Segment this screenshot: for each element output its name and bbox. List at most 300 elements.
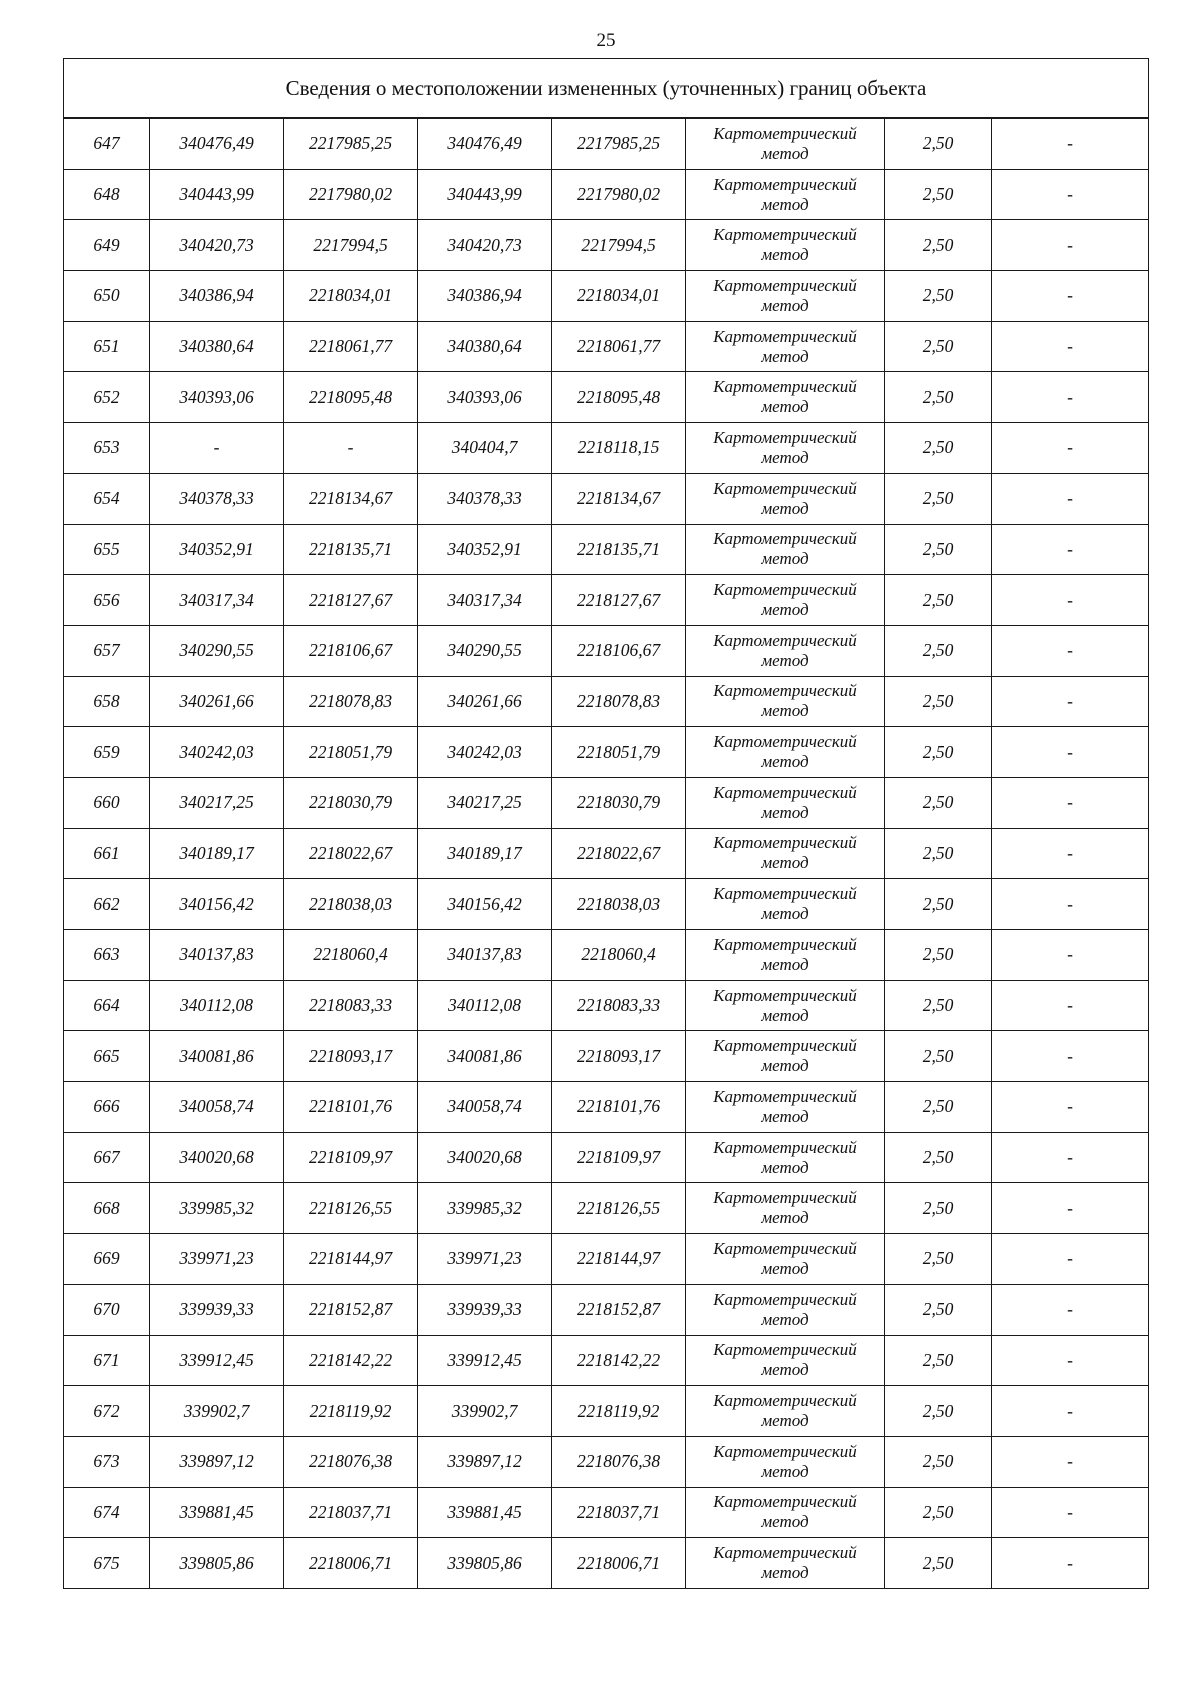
refined-x-cell: 340189,17 bbox=[418, 828, 552, 879]
method-cell bbox=[686, 1386, 885, 1437]
point-number-cell: 662 bbox=[64, 879, 150, 930]
table-row bbox=[64, 930, 1149, 981]
existing-x-cell: 340386,94 bbox=[150, 271, 284, 322]
method-text: метод bbox=[761, 904, 809, 924]
point-number-cell: 665 bbox=[64, 1031, 150, 1082]
method-cell bbox=[686, 1234, 885, 1285]
refined-x-cell: 339971,23 bbox=[418, 1234, 552, 1285]
refined-y-cell: 2218109,97 bbox=[552, 1132, 686, 1183]
refined-y-cell: 2218083,33 bbox=[552, 980, 686, 1031]
method-cell bbox=[686, 1132, 885, 1183]
existing-x-cell: 339939,33 bbox=[150, 1284, 284, 1335]
existing-x-cell: 339897,12 bbox=[150, 1436, 284, 1487]
existing-x-cell: 339971,23 bbox=[150, 1234, 284, 1285]
point-number-cell: 663 bbox=[64, 930, 150, 981]
accuracy-cell: 2,50 bbox=[885, 169, 992, 220]
table-row bbox=[64, 1234, 1149, 1285]
note-cell: - bbox=[992, 879, 1149, 930]
table-row bbox=[64, 676, 1149, 727]
table-row bbox=[64, 1487, 1149, 1538]
existing-x-cell: 340261,66 bbox=[150, 676, 284, 727]
refined-y-cell: 2218006,71 bbox=[552, 1538, 686, 1589]
accuracy-cell: 2,50 bbox=[885, 271, 992, 322]
table-row bbox=[64, 1183, 1149, 1234]
refined-y-cell: 2218061,77 bbox=[552, 321, 686, 372]
note-cell: - bbox=[992, 524, 1149, 575]
point-number-cell: 661 bbox=[64, 828, 150, 879]
refined-x-cell: 340081,86 bbox=[418, 1031, 552, 1082]
point-number-cell: 675 bbox=[64, 1538, 150, 1589]
refined-y-cell: 2218076,38 bbox=[552, 1436, 686, 1487]
method-cell bbox=[686, 372, 885, 423]
point-number-cell: 669 bbox=[64, 1234, 150, 1285]
existing-y-cell: 2218152,87 bbox=[284, 1284, 418, 1335]
note-cell: - bbox=[992, 575, 1149, 626]
method-text: Картометрический bbox=[713, 630, 857, 650]
table-row bbox=[64, 625, 1149, 676]
table-title: Сведения о местоположении измененных (уточненных) границ объекта bbox=[64, 59, 1149, 119]
accuracy-cell: 2,50 bbox=[885, 473, 992, 524]
existing-y-cell: 2218126,55 bbox=[284, 1183, 418, 1234]
accuracy-cell: 2,50 bbox=[885, 220, 992, 271]
point-number-cell: 659 bbox=[64, 727, 150, 778]
method-cell bbox=[686, 1538, 885, 1589]
refined-y-cell: 2218030,79 bbox=[552, 777, 686, 828]
refined-y-cell: 2218119,92 bbox=[552, 1386, 686, 1437]
existing-y-cell: 2218037,71 bbox=[284, 1487, 418, 1538]
refined-y-cell: 2218106,67 bbox=[552, 625, 686, 676]
refined-x-cell: 340217,25 bbox=[418, 777, 552, 828]
note-cell: - bbox=[992, 625, 1149, 676]
refined-x-cell: 340378,33 bbox=[418, 473, 552, 524]
point-number-cell: 671 bbox=[64, 1335, 150, 1386]
method-text: метод bbox=[761, 295, 809, 315]
existing-y-cell: 2218144,97 bbox=[284, 1234, 418, 1285]
note-cell: - bbox=[992, 118, 1149, 169]
existing-x-cell: 340476,49 bbox=[150, 118, 284, 169]
refined-y-cell: 2218037,71 bbox=[552, 1487, 686, 1538]
point-number-cell: 656 bbox=[64, 575, 150, 626]
note-cell: - bbox=[992, 1335, 1149, 1386]
method-text: метод bbox=[761, 1157, 809, 1177]
note-cell: - bbox=[992, 1436, 1149, 1487]
method-text: метод bbox=[761, 752, 809, 772]
note-cell: - bbox=[992, 423, 1149, 474]
method-cell bbox=[686, 271, 885, 322]
point-number-cell: 654 bbox=[64, 473, 150, 524]
note-cell: - bbox=[992, 727, 1149, 778]
refined-y-cell: 2218038,03 bbox=[552, 879, 686, 930]
existing-y-cell: 2218022,67 bbox=[284, 828, 418, 879]
table-row bbox=[64, 423, 1149, 474]
accuracy-cell: 2,50 bbox=[885, 930, 992, 981]
accuracy-cell: 2,50 bbox=[885, 1234, 992, 1285]
method-text: Картометрический bbox=[713, 478, 857, 498]
accuracy-cell: 2,50 bbox=[885, 1183, 992, 1234]
accuracy-cell: 2,50 bbox=[885, 423, 992, 474]
method-text: метод bbox=[761, 1258, 809, 1278]
refined-x-cell: 340317,34 bbox=[418, 575, 552, 626]
point-number-cell: 668 bbox=[64, 1183, 150, 1234]
existing-y-cell: 2217985,25 bbox=[284, 118, 418, 169]
existing-x-cell: 340112,08 bbox=[150, 980, 284, 1031]
refined-y-cell: 2218135,71 bbox=[552, 524, 686, 575]
method-cell bbox=[686, 1436, 885, 1487]
table-row bbox=[64, 473, 1149, 524]
method-text: метод bbox=[761, 1309, 809, 1329]
existing-y-cell: 2218142,22 bbox=[284, 1335, 418, 1386]
method-cell bbox=[686, 1031, 885, 1082]
existing-y-cell: 2217980,02 bbox=[284, 169, 418, 220]
note-cell: - bbox=[992, 1082, 1149, 1133]
accuracy-cell: 2,50 bbox=[885, 1132, 992, 1183]
existing-y-cell: 2218083,33 bbox=[284, 980, 418, 1031]
method-text: метод bbox=[761, 1208, 809, 1228]
existing-y-cell: 2218078,83 bbox=[284, 676, 418, 727]
refined-x-cell: 340380,64 bbox=[418, 321, 552, 372]
refined-x-cell: 340112,08 bbox=[418, 980, 552, 1031]
table-row bbox=[64, 879, 1149, 930]
method-text: метод bbox=[761, 346, 809, 366]
point-number-cell: 657 bbox=[64, 625, 150, 676]
point-number-cell: 672 bbox=[64, 1386, 150, 1437]
refined-y-cell: 2218051,79 bbox=[552, 727, 686, 778]
point-number-cell: 674 bbox=[64, 1487, 150, 1538]
method-text: метод bbox=[761, 1411, 809, 1431]
accuracy-cell: 2,50 bbox=[885, 524, 992, 575]
accuracy-cell: 2,50 bbox=[885, 1031, 992, 1082]
method-text: Картометрический bbox=[713, 1036, 857, 1056]
existing-x-cell: 340420,73 bbox=[150, 220, 284, 271]
refined-y-cell: 2218078,83 bbox=[552, 676, 686, 727]
existing-x-cell: 340081,86 bbox=[150, 1031, 284, 1082]
note-cell: - bbox=[992, 676, 1149, 727]
refined-y-cell: 2218095,48 bbox=[552, 372, 686, 423]
point-number-cell: 655 bbox=[64, 524, 150, 575]
refined-y-cell: 2218034,01 bbox=[552, 271, 686, 322]
refined-x-cell: 340242,03 bbox=[418, 727, 552, 778]
note-cell: - bbox=[992, 220, 1149, 271]
point-number-cell: 673 bbox=[64, 1436, 150, 1487]
accuracy-cell: 2,50 bbox=[885, 777, 992, 828]
point-number-cell: 649 bbox=[64, 220, 150, 271]
existing-x-cell: 340058,74 bbox=[150, 1082, 284, 1133]
refined-x-cell: 340352,91 bbox=[418, 524, 552, 575]
note-cell: - bbox=[992, 777, 1149, 828]
method-text: Картометрический bbox=[713, 1492, 857, 1512]
table-row bbox=[64, 1031, 1149, 1082]
accuracy-cell: 2,50 bbox=[885, 1487, 992, 1538]
method-text: метод bbox=[761, 853, 809, 873]
note-cell: - bbox=[992, 1132, 1149, 1183]
accuracy-cell: 2,50 bbox=[885, 828, 992, 879]
existing-x-cell: 340393,06 bbox=[150, 372, 284, 423]
method-text: метод bbox=[761, 498, 809, 518]
method-cell bbox=[686, 727, 885, 778]
note-cell: - bbox=[992, 321, 1149, 372]
point-number-cell: 670 bbox=[64, 1284, 150, 1335]
existing-y-cell: 2218038,03 bbox=[284, 879, 418, 930]
method-cell bbox=[686, 220, 885, 271]
method-text: метод bbox=[761, 802, 809, 822]
existing-y-cell: 2218060,4 bbox=[284, 930, 418, 981]
refined-x-cell: 340420,73 bbox=[418, 220, 552, 271]
table-row bbox=[64, 1386, 1149, 1437]
method-cell bbox=[686, 1183, 885, 1234]
existing-y-cell: 2218006,71 bbox=[284, 1538, 418, 1589]
refined-x-cell: 339897,12 bbox=[418, 1436, 552, 1487]
point-number-cell: 658 bbox=[64, 676, 150, 727]
table-row bbox=[64, 777, 1149, 828]
method-text: Картометрический bbox=[713, 1086, 857, 1106]
method-text: Картометрический bbox=[713, 275, 857, 295]
method-text: метод bbox=[761, 447, 809, 467]
method-text: Картометрический bbox=[713, 1441, 857, 1461]
method-text: метод bbox=[761, 701, 809, 721]
method-text: Картометрический bbox=[713, 782, 857, 802]
existing-x-cell: 340380,64 bbox=[150, 321, 284, 372]
existing-x-cell: 339985,32 bbox=[150, 1183, 284, 1234]
refined-y-cell: 2217994,5 bbox=[552, 220, 686, 271]
refined-x-cell: 339881,45 bbox=[418, 1487, 552, 1538]
method-text: метод bbox=[761, 1056, 809, 1076]
existing-x-cell: 339912,45 bbox=[150, 1335, 284, 1386]
note-cell: - bbox=[992, 271, 1149, 322]
refined-y-cell: 2218060,4 bbox=[552, 930, 686, 981]
note-cell: - bbox=[992, 1183, 1149, 1234]
method-text: метод bbox=[761, 1360, 809, 1380]
method-text: Картометрический bbox=[713, 1238, 857, 1258]
method-cell bbox=[686, 980, 885, 1031]
existing-y-cell: 2218095,48 bbox=[284, 372, 418, 423]
existing-x-cell: 340352,91 bbox=[150, 524, 284, 575]
boundary-coordinates-table bbox=[63, 58, 1149, 1589]
method-cell bbox=[686, 169, 885, 220]
refined-y-cell: 2218142,22 bbox=[552, 1335, 686, 1386]
existing-x-cell: 340217,25 bbox=[150, 777, 284, 828]
accuracy-cell: 2,50 bbox=[885, 1538, 992, 1589]
method-text: метод bbox=[761, 600, 809, 620]
table-row bbox=[64, 1436, 1149, 1487]
existing-y-cell: 2218127,67 bbox=[284, 575, 418, 626]
accuracy-cell: 2,50 bbox=[885, 676, 992, 727]
note-cell: - bbox=[992, 930, 1149, 981]
refined-x-cell: 340404,7 bbox=[418, 423, 552, 474]
table-row bbox=[64, 321, 1149, 372]
method-text: метод bbox=[761, 194, 809, 214]
table-row bbox=[64, 1335, 1149, 1386]
refined-y-cell: 2218118,15 bbox=[552, 423, 686, 474]
existing-y-cell: 2218106,67 bbox=[284, 625, 418, 676]
point-number-cell: 647 bbox=[64, 118, 150, 169]
method-cell bbox=[686, 1284, 885, 1335]
point-number-cell: 650 bbox=[64, 271, 150, 322]
existing-x-cell: 339881,45 bbox=[150, 1487, 284, 1538]
method-cell bbox=[686, 423, 885, 474]
note-cell: - bbox=[992, 1538, 1149, 1589]
method-cell bbox=[686, 676, 885, 727]
note-cell: - bbox=[992, 473, 1149, 524]
table-row bbox=[64, 1284, 1149, 1335]
existing-y-cell: 2218076,38 bbox=[284, 1436, 418, 1487]
refined-y-cell: 2218093,17 bbox=[552, 1031, 686, 1082]
method-cell bbox=[686, 879, 885, 930]
note-cell: - bbox=[992, 1031, 1149, 1082]
refined-y-cell: 2218101,76 bbox=[552, 1082, 686, 1133]
refined-x-cell: 339985,32 bbox=[418, 1183, 552, 1234]
method-text: Картометрический bbox=[713, 123, 857, 143]
table-row bbox=[64, 1082, 1149, 1133]
point-number-cell: 667 bbox=[64, 1132, 150, 1183]
accuracy-cell: 2,50 bbox=[885, 1386, 992, 1437]
refined-y-cell: 2218134,67 bbox=[552, 473, 686, 524]
table-row bbox=[64, 169, 1149, 220]
existing-y-cell: 2218030,79 bbox=[284, 777, 418, 828]
refined-x-cell: 340393,06 bbox=[418, 372, 552, 423]
refined-x-cell: 339912,45 bbox=[418, 1335, 552, 1386]
method-text: Картометрический bbox=[713, 529, 857, 549]
existing-x-cell: - bbox=[150, 423, 284, 474]
existing-x-cell: 340137,83 bbox=[150, 930, 284, 981]
table-row bbox=[64, 1132, 1149, 1183]
refined-x-cell: 340386,94 bbox=[418, 271, 552, 322]
table-row bbox=[64, 575, 1149, 626]
method-text: метод bbox=[761, 397, 809, 417]
table-row bbox=[64, 727, 1149, 778]
existing-y-cell: 2218119,92 bbox=[284, 1386, 418, 1437]
refined-x-cell: 340058,74 bbox=[418, 1082, 552, 1133]
method-text: Картометрический bbox=[713, 1543, 857, 1563]
refined-x-cell: 339902,7 bbox=[418, 1386, 552, 1437]
existing-x-cell: 340290,55 bbox=[150, 625, 284, 676]
refined-x-cell: 340137,83 bbox=[418, 930, 552, 981]
note-cell: - bbox=[992, 980, 1149, 1031]
page-number: 25 bbox=[596, 30, 616, 51]
refined-x-cell: 340290,55 bbox=[418, 625, 552, 676]
refined-x-cell: 340476,49 bbox=[418, 118, 552, 169]
method-text: Картометрический bbox=[713, 985, 857, 1005]
point-number-cell: 651 bbox=[64, 321, 150, 372]
method-text: Картометрический bbox=[713, 1340, 857, 1360]
note-cell: - bbox=[992, 1386, 1149, 1437]
method-text: Картометрический bbox=[713, 1391, 857, 1411]
table-row bbox=[64, 828, 1149, 879]
accuracy-cell: 2,50 bbox=[885, 980, 992, 1031]
note-cell: - bbox=[992, 828, 1149, 879]
method-text: Картометрический bbox=[713, 681, 857, 701]
method-text: Картометрический bbox=[713, 934, 857, 954]
method-cell bbox=[686, 118, 885, 169]
table-row bbox=[64, 524, 1149, 575]
refined-x-cell: 340020,68 bbox=[418, 1132, 552, 1183]
existing-x-cell: 340156,42 bbox=[150, 879, 284, 930]
method-text: метод bbox=[761, 1005, 809, 1025]
refined-y-cell: 2218144,97 bbox=[552, 1234, 686, 1285]
method-cell bbox=[686, 777, 885, 828]
accuracy-cell: 2,50 bbox=[885, 1284, 992, 1335]
existing-y-cell: 2218061,77 bbox=[284, 321, 418, 372]
method-text: метод bbox=[761, 1512, 809, 1532]
method-text: метод bbox=[761, 650, 809, 670]
note-cell: - bbox=[992, 372, 1149, 423]
accuracy-cell: 2,50 bbox=[885, 1082, 992, 1133]
method-cell bbox=[686, 625, 885, 676]
method-text: Картометрический bbox=[713, 326, 857, 346]
boundary-coordinates-sheet bbox=[63, 58, 1148, 1589]
method-text: Картометрический bbox=[713, 884, 857, 904]
method-text: Картометрический bbox=[713, 1188, 857, 1208]
method-text: Картометрический bbox=[713, 833, 857, 853]
existing-x-cell: 340189,17 bbox=[150, 828, 284, 879]
point-number-cell: 666 bbox=[64, 1082, 150, 1133]
method-cell bbox=[686, 1335, 885, 1386]
existing-y-cell: 2218109,97 bbox=[284, 1132, 418, 1183]
table-body bbox=[64, 118, 1149, 1588]
point-number-cell: 652 bbox=[64, 372, 150, 423]
point-number-cell: 660 bbox=[64, 777, 150, 828]
accuracy-cell: 2,50 bbox=[885, 1335, 992, 1386]
note-cell: - bbox=[992, 1487, 1149, 1538]
existing-y-cell: 2218034,01 bbox=[284, 271, 418, 322]
refined-x-cell: 340443,99 bbox=[418, 169, 552, 220]
accuracy-cell: 2,50 bbox=[885, 625, 992, 676]
existing-y-cell: 2218101,76 bbox=[284, 1082, 418, 1133]
method-text: Картометрический bbox=[713, 427, 857, 447]
note-cell: - bbox=[992, 1234, 1149, 1285]
existing-y-cell: 2218051,79 bbox=[284, 727, 418, 778]
method-text: метод bbox=[761, 143, 809, 163]
method-text: метод bbox=[761, 1106, 809, 1126]
existing-x-cell: 339805,86 bbox=[150, 1538, 284, 1589]
method-text: метод bbox=[761, 954, 809, 974]
existing-x-cell: 339902,7 bbox=[150, 1386, 284, 1437]
point-number-cell: 648 bbox=[64, 169, 150, 220]
method-cell bbox=[686, 828, 885, 879]
refined-y-cell: 2218126,55 bbox=[552, 1183, 686, 1234]
refined-y-cell: 2218152,87 bbox=[552, 1284, 686, 1335]
method-text: Картометрический bbox=[713, 174, 857, 194]
refined-x-cell: 340156,42 bbox=[418, 879, 552, 930]
accuracy-cell: 2,50 bbox=[885, 727, 992, 778]
method-text: Картометрический bbox=[713, 377, 857, 397]
method-cell bbox=[686, 524, 885, 575]
accuracy-cell: 2,50 bbox=[885, 321, 992, 372]
refined-y-cell: 2217985,25 bbox=[552, 118, 686, 169]
point-number-cell: 653 bbox=[64, 423, 150, 474]
method-text: метод bbox=[761, 245, 809, 265]
note-cell: - bbox=[992, 1284, 1149, 1335]
table-title-row bbox=[64, 59, 1149, 119]
method-text: Картометрический bbox=[713, 1289, 857, 1309]
method-text: метод bbox=[761, 549, 809, 569]
accuracy-cell: 2,50 bbox=[885, 879, 992, 930]
table-row bbox=[64, 271, 1149, 322]
accuracy-cell: 2,50 bbox=[885, 575, 992, 626]
table-row bbox=[64, 118, 1149, 169]
method-text: Картометрический bbox=[713, 580, 857, 600]
existing-y-cell: 2218134,67 bbox=[284, 473, 418, 524]
method-cell bbox=[686, 1487, 885, 1538]
method-cell bbox=[686, 575, 885, 626]
accuracy-cell: 2,50 bbox=[885, 1436, 992, 1487]
refined-x-cell: 339939,33 bbox=[418, 1284, 552, 1335]
existing-x-cell: 340378,33 bbox=[150, 473, 284, 524]
note-cell: - bbox=[992, 169, 1149, 220]
method-text: Картометрический bbox=[713, 1137, 857, 1157]
existing-x-cell: 340020,68 bbox=[150, 1132, 284, 1183]
method-cell bbox=[686, 321, 885, 372]
accuracy-cell: 2,50 bbox=[885, 118, 992, 169]
